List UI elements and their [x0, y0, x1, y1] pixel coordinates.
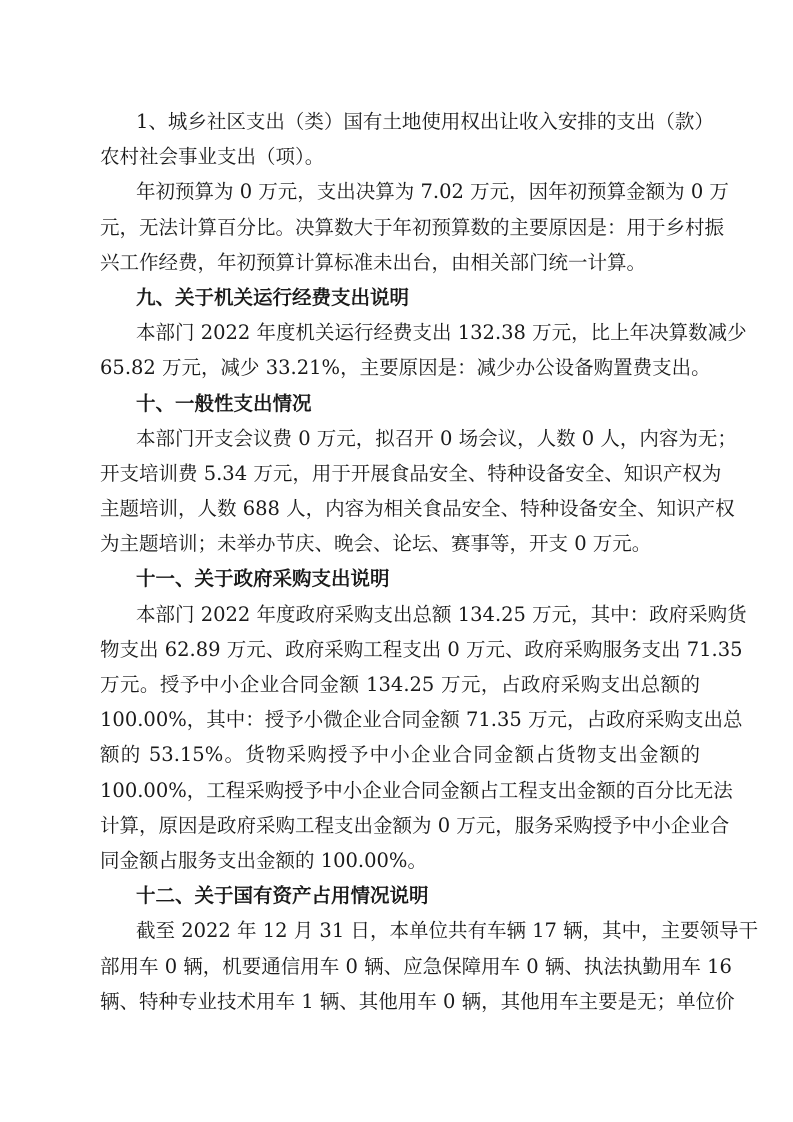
- paragraph-line: 本部门开支会议费 0 万元，拟召开 0 场会议，人数 0 人，内容为无；: [136, 426, 737, 450]
- paragraph-line: 主题培训，人数 688 人，内容为相关食品安全、特种设备安全、知识产权: [100, 497, 735, 521]
- paragraph-line: 65.82 万元，减少 33.21%，主要原因是：减少办公设备购置费支出。: [100, 356, 711, 380]
- paragraph-line: 农村社会事业支出（项）。: [100, 145, 325, 169]
- paragraph-line: 年初预算为 0 万元，支出决算为 7.02 万元，因年初预算金额为 0 万: [136, 180, 729, 204]
- paragraph-line: 辆、特种专业技术用车 1 辆、其他用车 0 辆，其他用车主要是无；单位价: [100, 989, 735, 1013]
- paragraph-line: 元，无法计算百分比。决算数大于年初预算数的主要原因是：用于乡村振: [100, 215, 725, 239]
- paragraph-line: 物支出 62.89 万元、政府采购工程支出 0 万元、政府采购服务支出 71.35: [100, 637, 743, 661]
- document-body: [100, 104, 759, 1019]
- paragraph-line: 兴工作经费，年初预算计算标准未出台，由相关部门统一计算。: [100, 250, 647, 274]
- paragraph-line: 本部门 2022 年度政府采购支出总额 134.25 万元，其中：政府采购货: [136, 602, 747, 626]
- paragraph-line: 计算，原因是政府采购工程支出金额为 0 万元，服务采购授予中小企业合: [100, 813, 730, 837]
- paragraph-line: 万元。授予中小企业合同金额 134.25 万元，占政府采购支出总额的: [100, 673, 700, 696]
- paragraph-line: 100.00%，其中：授予小微企业合同金额 71.35 万元，占政府采购支出总: [100, 708, 743, 732]
- paragraph-line: 部用车 0 辆，机要通信用车 0 辆、应急保障用车 0 辆、执法执勤用车 16: [100, 954, 732, 978]
- section-heading: 十、一般性支出情况: [136, 391, 312, 415]
- paragraph-line: 截至 2022 年 12 月 31 日，本单位共有车辆 17 辆，其中，主要领导干: [136, 919, 759, 943]
- section-heading: 十二、关于国有资产占用情况说明: [136, 884, 429, 908]
- paragraph-line: 为主题培训；未举办节庆、晚会、论坛、赛事等，开支 0 万元。: [100, 532, 652, 556]
- paragraph-line: 100.00%，工程采购授予中小企业合同金额占工程支出金额的百分比无法: [100, 778, 733, 802]
- paragraph-line: 1、城乡社区支出（类）国有土地使用权出让收入安排的支出（款）: [136, 110, 714, 133]
- paragraph-line: 开支培训费 5.34 万元，用于开展食品安全、特种设备安全、知识产权为: [100, 461, 722, 485]
- paragraph-line: 同金额占服务支出金额的 100.00%。: [100, 848, 427, 872]
- paragraph-line: 本部门 2022 年度机关运行经费支出 132.38 万元，比上年决算数减少: [136, 321, 747, 345]
- section-heading: 十一、关于政府采购支出说明: [136, 567, 390, 591]
- section-heading: 九、关于机关运行经费支出说明: [136, 285, 410, 309]
- paragraph-line: 额的 53.15%。货物采购授予中小企业合同金额占货物支出金额的: [100, 743, 700, 767]
